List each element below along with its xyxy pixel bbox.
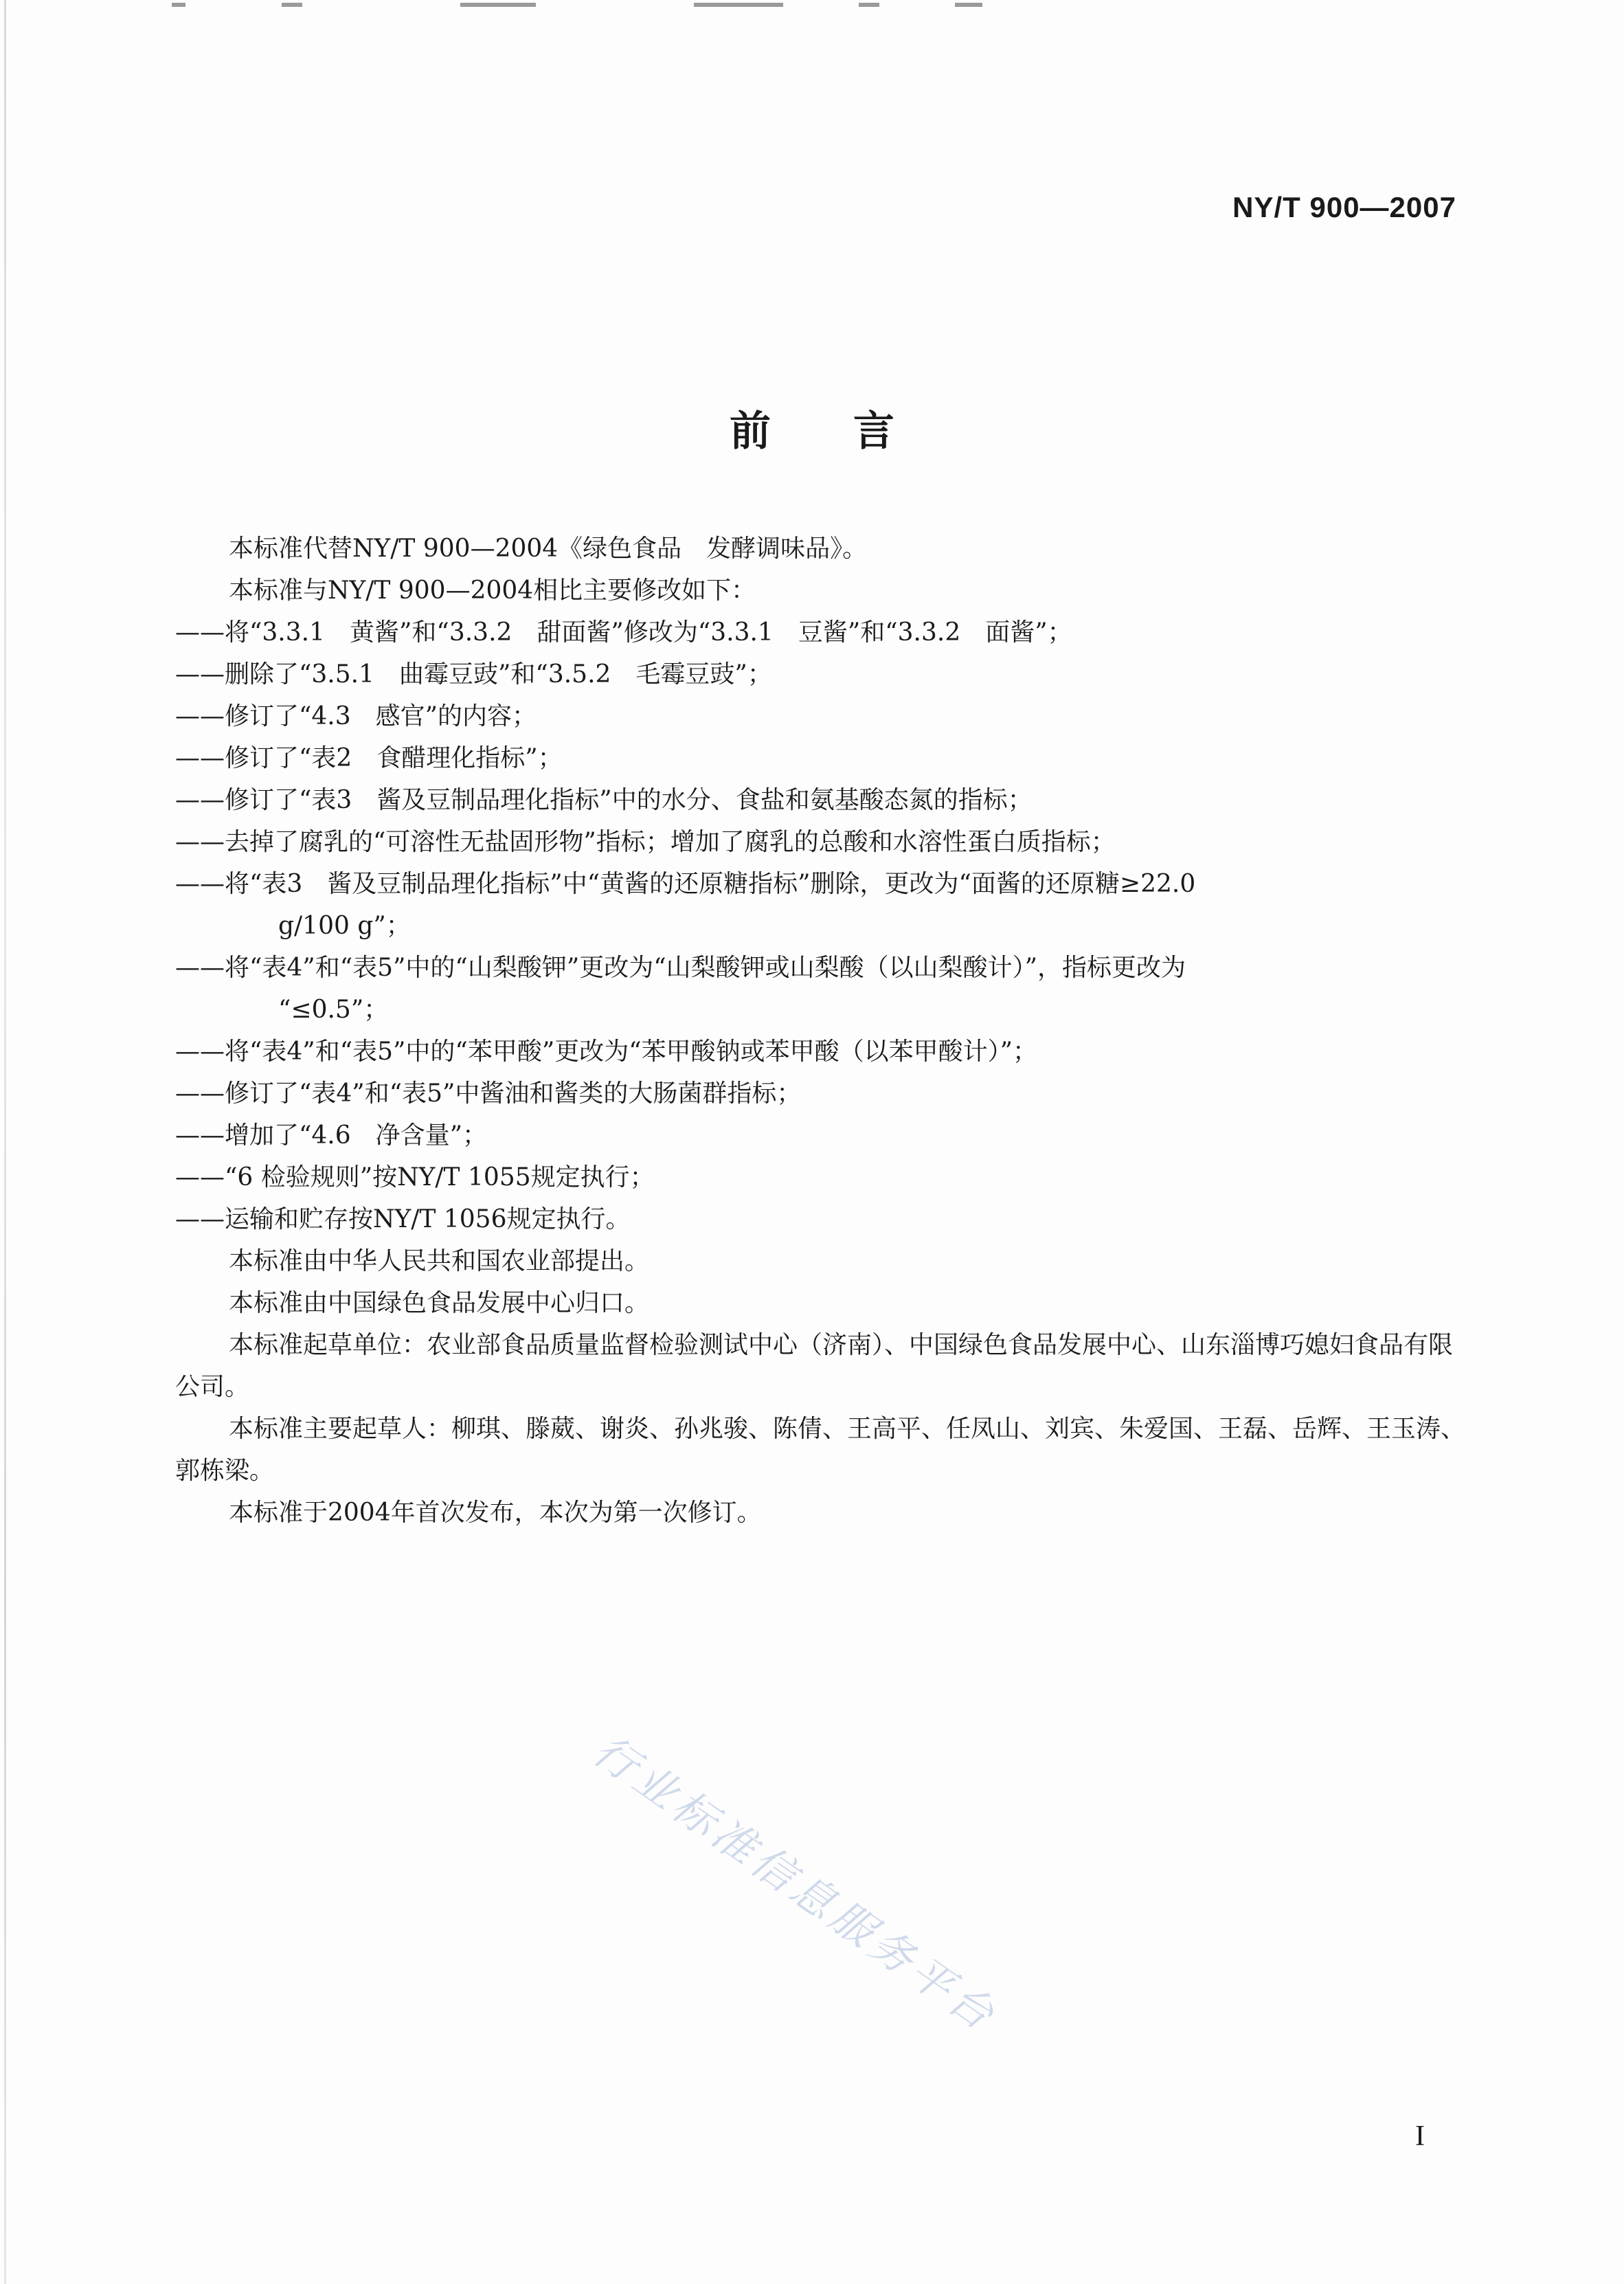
change-line: ——将“表3 酱及豆制品理化指标”中“黄酱的还原糖指标”删除，更改为“面酱的还原糖≥22.0 (175, 870, 1196, 898)
change-item: ——运输和贮存按NY/T 1056规定执行。 (175, 1205, 631, 1233)
paragraph-drafting-units: 本标准起草单位：农业部食品质量监督检验测试中心（济南）、中国绿色食品发展中心、山东淄博巧媳妇食品有限公司。 (175, 1331, 1454, 1401)
change-item: ——修订了“表4”和“表5”中酱油和酱类的大肠菌群指标； (175, 1079, 802, 1108)
foreword-body (175, 528, 1467, 1534)
change-line-continued: “≤0.5”； (278, 996, 389, 1024)
change-item: ——修订了“表3 酱及豆制品理化指标”中的水分、食盐和氨基酸态氮的指标； (175, 786, 1033, 814)
paragraph-replaces: 本标准代替NY/T 900—2004《绿色食品 发酵调味品》。 (229, 535, 868, 563)
change-item: ——修订了“表2 食醋理化指标”； (175, 744, 563, 772)
change-item: ——删除了“3.5.1 曲霉豆豉”和“3.5.2 毛霉豆豉”； (175, 660, 772, 688)
change-item: ——“6 检验规则”按NY/T 1055规定执行； (175, 1163, 655, 1191)
paragraph-drafters: 本标准主要起草人：柳琪、滕葳、谢炎、孙兆骏、陈倩、王高平、任凤山、刘宾、朱爱国、王磊、岳辉、王玉涛、郭栋梁。 (175, 1415, 1466, 1485)
change-line-continued: g/100 g”； (278, 912, 411, 940)
watermark-text: 行业标准信息服务平台 (584, 1725, 1007, 2042)
page-title: 前言 (730, 407, 977, 456)
top-scan-marks (172, 0, 996, 12)
change-item-sorbate (175, 947, 1467, 1031)
scan-edge (4, 0, 6, 2284)
change-line: ——将“表4”和“表5”中的“山梨酸钾”更改为“山梨酸钾或山梨酸（以山梨酸计）”，指标更改为 (175, 954, 1186, 982)
change-item: ——将“3.3.1 黄酱”和“3.3.2 甜面酱”修改为“3.3.1 豆酱”和“3.3.2 面酱”； (175, 618, 1072, 647)
paragraph-centralized-by: 本标准由中国绿色食品发展中心归口。 (229, 1289, 650, 1317)
paragraph-proposed-by: 本标准由中华人民共和国农业部提出。 (229, 1247, 650, 1275)
page-number: I (1415, 2120, 1425, 2152)
change-item: ——去掉了腐乳的“可溶性无盐固形物”指标；增加了腐乳的总酸和水溶性蛋白质指标； (175, 828, 1116, 856)
change-item: ——增加了“4.6 净含量”； (175, 1121, 488, 1150)
change-item: ——修订了“4.3 感官”的内容； (175, 702, 537, 730)
change-item: ——将“表4”和“表5”中的“苯甲酸”更改为“苯甲酸钠或苯甲酸（以苯甲酸计）”； (175, 1038, 1038, 1066)
paragraph-release-history: 本标准于2004年首次发布，本次为第一次修订。 (229, 1499, 762, 1527)
standard-code: NY/T 900—2007 (1232, 191, 1456, 223)
paragraph-changes-intro: 本标准与NY/T 900—2004相比主要修改如下： (229, 576, 756, 605)
change-item-reducing-sugar (175, 863, 1467, 947)
